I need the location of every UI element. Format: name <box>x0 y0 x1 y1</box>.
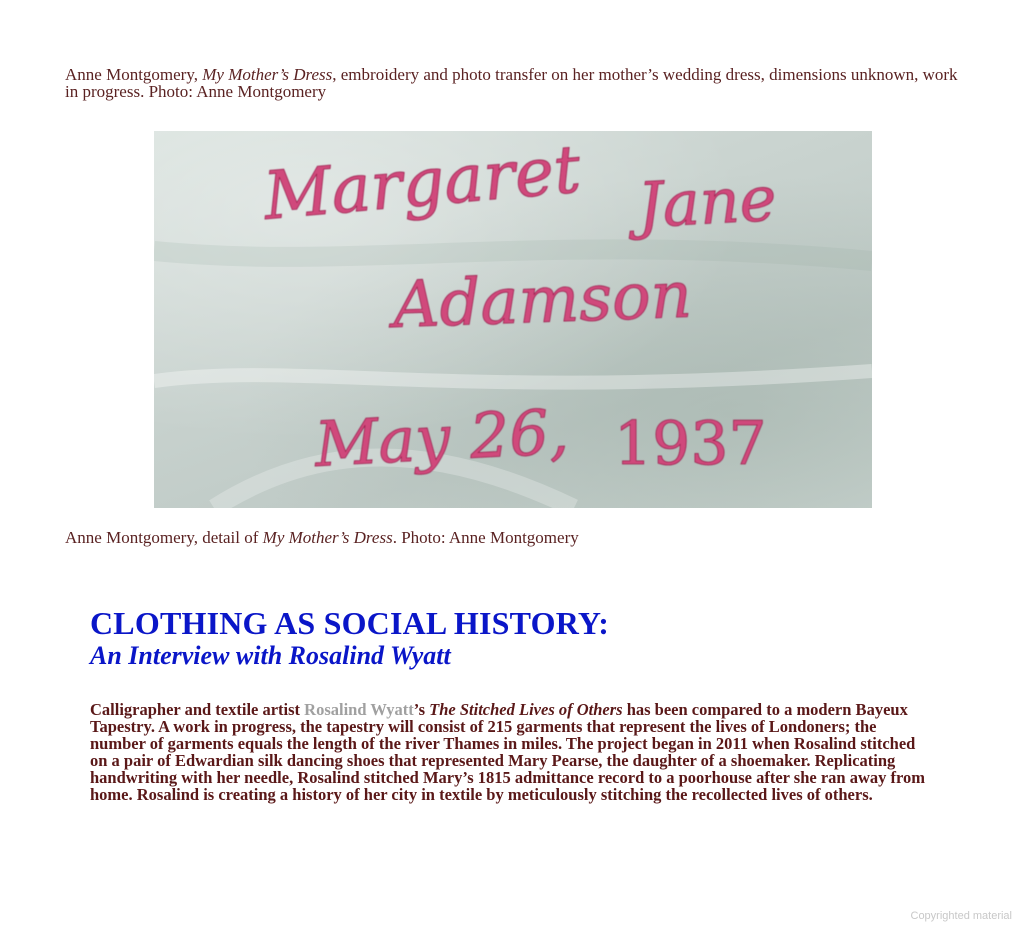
embroidered-dress-photo <box>154 131 872 508</box>
embroidery-line1-first: Margaret <box>260 131 584 235</box>
figure-caption-bottom <box>65 529 965 546</box>
caption-top-title: My Mother’s Dress <box>202 65 333 84</box>
body-possessive: ’s <box>413 700 430 719</box>
caption-bottom-pre: Anne Montgomery, detail of <box>65 528 263 547</box>
article-subhead: An Interview with Rosalind Wyatt <box>90 641 451 670</box>
body-work-title: The Stitched Lives of Others <box>429 700 623 719</box>
embroidery-line3-date: May 26, <box>312 394 571 481</box>
artist-name-link[interactable]: Rosalind Wyatt <box>304 700 414 719</box>
figure-caption-top <box>65 66 965 100</box>
embroidery-line2: Adamson <box>391 258 694 343</box>
caption-bottom-post: . Photo: Anne Montgomery <box>392 528 579 547</box>
embroidery-line3-year: 1937 <box>614 409 767 479</box>
body-rest: has been compared to a modern Bayeux Tapestry. A work in progress, the tapestry will consist of 215 garments that represent the lives of Londoners; the number of garments equals the length of the river Thames in miles. The project began in 2011 when Rosalind stitched on a pair of Edwardian silk dancing shoes that represented Mary Pearse, the daughter of a shoemaker. Replicating handwriting with her needle, Rosalind stitched Mary’s 1815 admittance record to a poorhouse after she ran away from home. Rosalind is creating a history of her city in textile by meticulously stitching the recollected lives of others. <box>90 700 926 804</box>
article-body <box>90 701 930 803</box>
caption-bottom-title: My Mother’s Dress <box>262 528 393 547</box>
article-headline: CLOTHING AS SOCIAL HISTORY: <box>90 605 610 641</box>
body-intro: Calligrapher and textile artist <box>90 700 305 719</box>
caption-top-pre: Anne Montgomery, <box>65 65 203 84</box>
caption-top-post: , embroidery and photo transfer on her mother’s wedding dress, dimensions unknown, work in progress. Photo: Anne Montgomery <box>65 65 958 101</box>
embroidery-line1-second: Jane <box>635 161 779 242</box>
copyright-watermark: Copyrighted material <box>910 910 1012 922</box>
